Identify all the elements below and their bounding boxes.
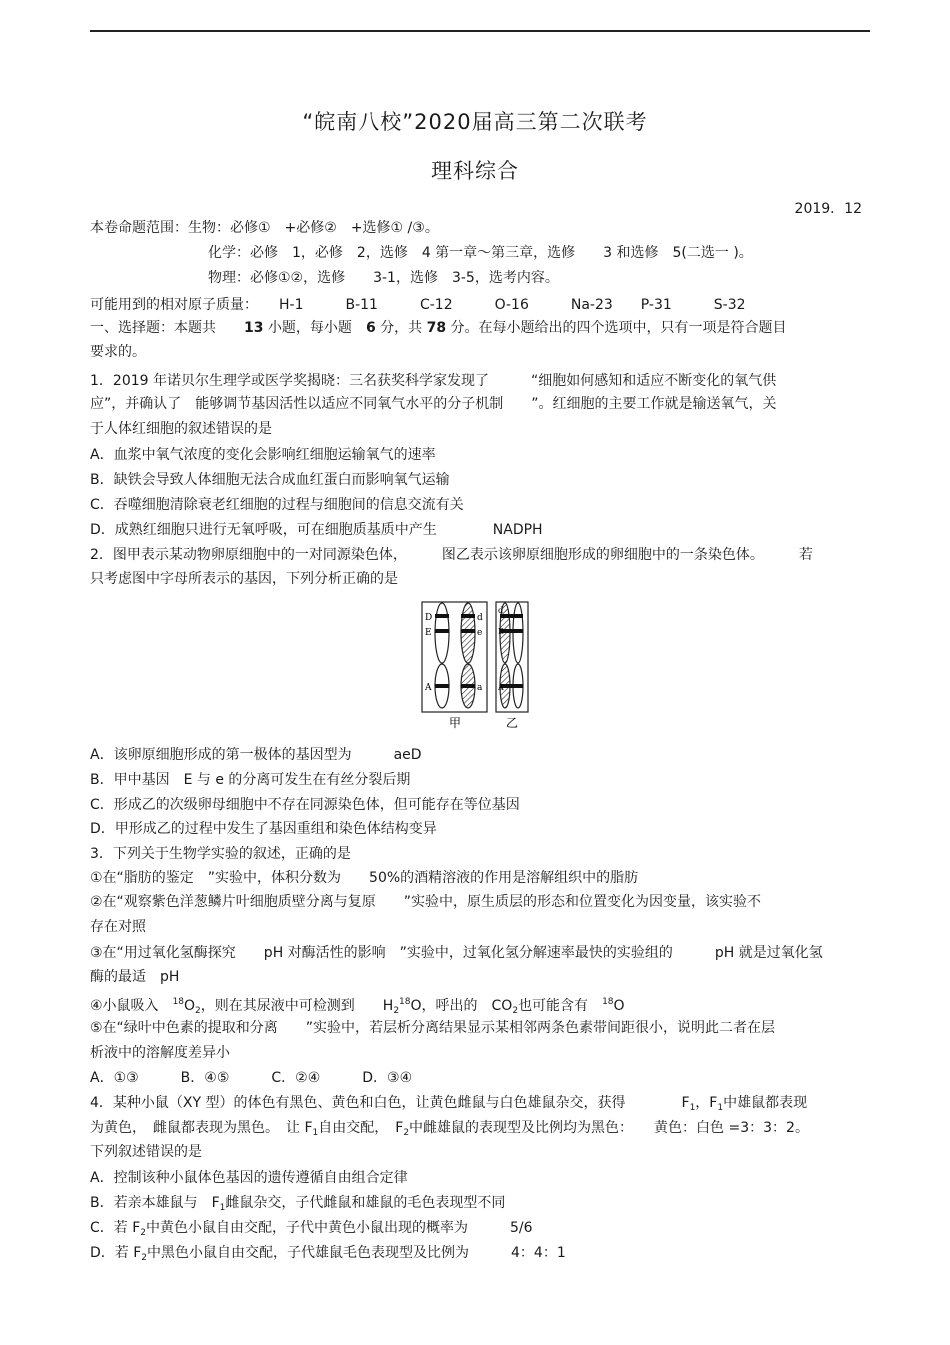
exam-date: 2019．12 [794,201,862,217]
section-heading-cont: 要求的。 [90,344,146,360]
section-heading: 一、选择题：本题共 13 小题，每小题 6 分，共 78 分。在每小题给出的四个选项中，只有一项是符合题目 [90,320,787,336]
q3-statement-2b: 存在对照 [90,919,146,935]
q3-statement-3a: ③在“用过氧化氢酶探究 pH 对酶活性的影响 ”实验中，过氧化氢分解速率最快的实验组的 pH 就是过氧化氢 [90,945,823,961]
gene-label-yi-d: d [498,606,504,615]
q3-statement-4: ④小鼠吸入 $^{18}O_2$，则在其尿液中可检测到 $H_2^{18}O$，呼出的 $CO_2$也可能含有 $^{18}$O [90,997,625,1016]
q2-option-d: D．甲形成乙的过程中发生了基因重组和染色体结构变异 [90,821,437,837]
q3-statement-5a: ⑤在“绿叶中色素的提取和分离 ”实验中，若层析分离结果显示某相邻两条色素带间距很小，说明此二者在层 [90,1020,776,1036]
chromosome-figure [420,600,530,732]
gene-label-e: e [477,628,483,638]
q1-option-a: A．血浆中氧气浓度的变化会影响红细胞运输氧气的速率 [90,447,436,463]
q2-stem-2: 只考虑图中字母所表示的基因，下列分析正确的是 [90,571,398,587]
figure-label-jia: 甲 [449,716,462,730]
q1-option-d: D．成熟红细胞只进行无氧呼吸，可在细胞质基质中产生 NADPH [90,522,543,538]
figure-label-yi: 乙 [506,716,519,730]
q4-option-a: A．控制该种小鼠体色基因的遗传遵循自由组合定律 [90,1170,408,1186]
gene-label-E: E [425,628,432,638]
top-rule [90,30,870,32]
q1-stem-2: 应”，并确认了 能够调节基因活性以适应不同氧气水平的分子机制 ”。红细胞的主要工作就是输送氧气，关 [90,396,777,412]
q1-stem-1: 1．2019 年诺贝尔生理学或医学奖揭晓：三名获奖科学家发现了 “细胞如何感知和适应不断变化的氧气供 [90,373,777,389]
scope-chemistry: 化学：必修 1，必修 2，选修 4 第一章～第三章，选修 3 和选修 5(二选一 )。 [208,245,753,261]
q4-stem-2: 为黄色， 雌鼠都表现为黑色。 让 $F_1$自由交配， $F_2$中雌雄鼠的表现型及比例均为黑色： 黄色：白色 =3：3：2。 [90,1120,809,1138]
scope-biology: 本卷命题范围：生物：必修① +必修② +选修① /③。 [90,220,439,236]
q4-stem-3: 下列叙述错误的是 [90,1144,202,1160]
q1-stem-3: 于人体红细胞的叙述错误的是 [90,421,272,437]
gene-label-yi-E: E [498,627,504,636]
q3-statement-3b: 酶的最适 pH [90,969,180,985]
q3-options: A．①③ B．④⑤ C．②④ D．③④ [90,1070,413,1086]
gene-label-D: D [425,613,433,623]
q3-statement-2a: ②在“观察紫色洋葱鳞片叶细胞质壁分离与复原 ”实验中，原生质层的形态和位置变化为因变量，该实验不 [90,894,762,910]
q3-statement-5b: 析液中的溶解度差异小 [90,1045,230,1061]
q2-option-c: C．形成乙的次级卵母细胞中不存在同源染色体，但可能存在等位基因 [90,797,520,813]
gene-label-a: a [477,683,483,693]
gene-label-yi-A: A [498,683,504,692]
q2-stem-1: 2．图甲表示某动物卵原细胞中的一对同源染色体， 图乙表示该卵原细胞形成的卵细胞中的一条染色体。 若 [90,547,813,563]
q3-stem: 3．下列关于生物学实验的叙述，正确的是 [90,846,351,862]
exam-subtitle: 理科综合 [431,159,519,183]
q1-option-c: C．吞噬细胞清除衰老红细胞的过程与细胞间的信息交流有关 [90,497,464,513]
q4-option-d: D．若 $F_2$中黑色小鼠自由交配，子代雄鼠毛色表现型及比例为 4：4：1 [90,1245,566,1263]
q4-option-b: B．若亲本雄鼠与 $F_1$雌鼠杂交，子代雌鼠和雄鼠的毛色表现型不同 [90,1195,506,1213]
q4-stem-1: 4．某种小鼠（XY 型）的体色有黑色、黄色和白色，让黄色雌鼠与白色雄鼠杂交，获得 $F_1$，$F_1$中雄鼠都表现 [90,1095,808,1113]
q1-option-b: B．缺铁会导致人体细胞无法合成血红蛋白而影响氧气运输 [90,472,450,488]
gene-label-d: d [477,613,483,623]
gene-label-A: A [425,683,432,693]
exam-title: “皖南八校”2020届高三第二次联考 [302,110,648,134]
q2-option-a: A．该卵原细胞形成的第一极体的基因型为 aeD [90,747,422,763]
q3-statement-1: ①在“脂肪的鉴定 ”实验中，体积分数为 50%的酒精溶液的作用是溶解组织中的脂肪 [90,870,639,886]
atomic-masses: 可能用到的相对原子质量： H-1 B-11 C-12 O-16 Na-23 P-31 S-32 [90,297,746,313]
q2-option-b: B．甲中基因 E 与 e 的分离可发生在有丝分裂后期 [90,772,411,788]
scope-physics: 物理：必修①②，选修 3-1，选修 3-5，选考内容。 [208,270,559,286]
q4-option-c: C．若 $F_2$中黄色小鼠自由交配，子代中黄色小鼠出现的概率为 5/6 [90,1220,533,1238]
